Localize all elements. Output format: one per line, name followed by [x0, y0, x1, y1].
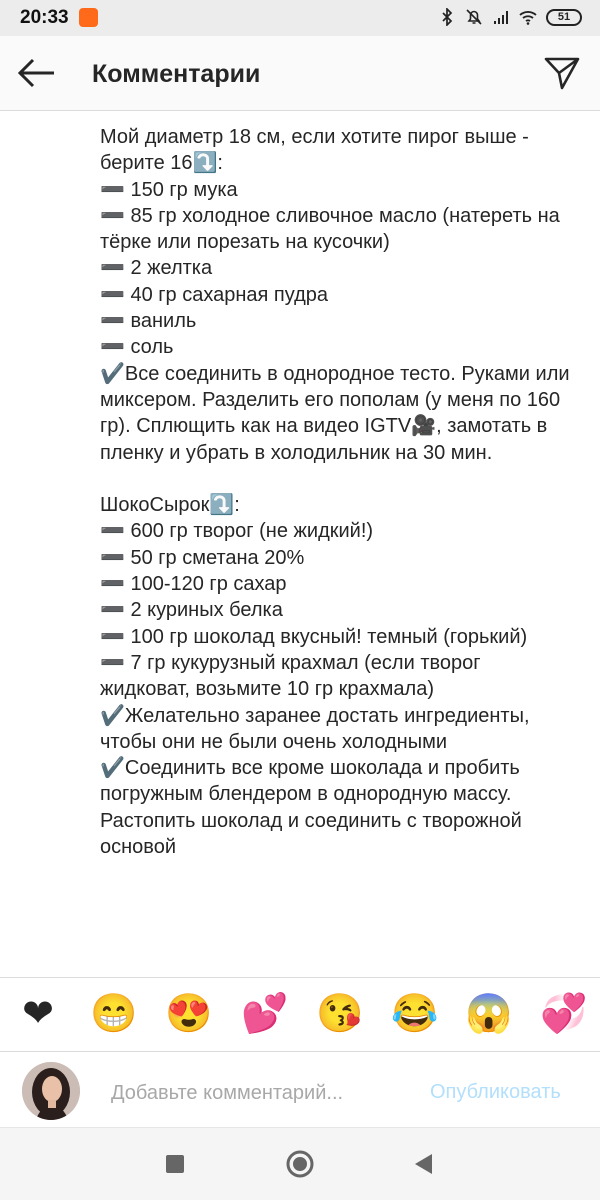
two-hearts-emoji[interactable]: 💕	[241, 993, 289, 1035]
mute-bell-icon	[465, 8, 483, 26]
red-heart-emoji[interactable]: ❤	[22, 993, 54, 1035]
bluetooth-icon	[438, 8, 456, 26]
wifi-icon	[519, 8, 537, 26]
kissing-face-emoji[interactable]: 😘	[316, 993, 364, 1035]
screaming-face-emoji[interactable]: 😱	[465, 993, 513, 1035]
signal-icon	[492, 8, 510, 26]
arrow-left-icon[interactable]	[18, 58, 56, 88]
page-title: Комментарии	[92, 60, 261, 88]
home-icon[interactable]	[285, 1149, 315, 1179]
recents-icon[interactable]	[166, 1155, 184, 1173]
avatar-photo	[22, 1062, 80, 1120]
status-time: 20:33	[20, 7, 69, 28]
back-triangle-icon[interactable]	[412, 1152, 434, 1176]
comment-text: Мой диаметр 18 см, если хотите пирог выше - берите 16⤵️: ➖ 150 гр мука ➖ 85 гр холодное сливочное масло (натереть на тёрке или порезать на кусочки) ➖ 2 желтка ➖ 40 гр сахарная пудра ➖ ваниль ➖ соль ✔️Все соединить в однородное тесто. Руками или миксером. Разделить его пополам (у меня по 160 гр). Сплющить как на видео IGTV🎥, замотать в пленку и убрать в холодильник на 30 мин. ШокоСырок⤵️: ➖ 600 гр творог (не жидкий!) ➖ 50 гр сметана 20% ➖ 100-120 гр сахар ➖ 2 куриных белка ➖ 100 гр шоколад вкусный! темный (горький) ➖ 7 гр кукурузный крахмал (если творог жидковат, возьмите 10 гр крахмала) ✔️Желательно заранее достать ингредиенты, чтобы они не были очень холодными ✔️Соединить все кроме шоколада и пробить погружным блендером в однородную массу. Растопить шоколад и соединить с творожной основой	[100, 126, 570, 859]
comment-input-row	[0, 1052, 600, 1127]
emoji-quick-reactions	[0, 977, 600, 1052]
grinning-face-emoji[interactable]: 😁	[90, 993, 138, 1035]
heart-eyes-emoji[interactable]: 😍	[165, 993, 213, 1035]
battery-icon: 51	[546, 9, 582, 26]
header	[0, 36, 600, 111]
publish-button[interactable]: Опубликовать	[430, 1081, 561, 1103]
paper-plane-icon[interactable]	[544, 56, 580, 90]
tears-of-joy-emoji[interactable]: 😂	[391, 993, 439, 1035]
system-nav-bar	[0, 1127, 600, 1200]
status-icons	[438, 8, 582, 26]
comment-input[interactable]	[109, 1078, 413, 1108]
comment-body	[0, 111, 600, 977]
notification-app-icon	[79, 8, 98, 27]
status-bar	[0, 0, 600, 36]
avatar	[22, 1062, 80, 1120]
revolving-hearts-emoji[interactable]: 💞	[540, 993, 588, 1035]
